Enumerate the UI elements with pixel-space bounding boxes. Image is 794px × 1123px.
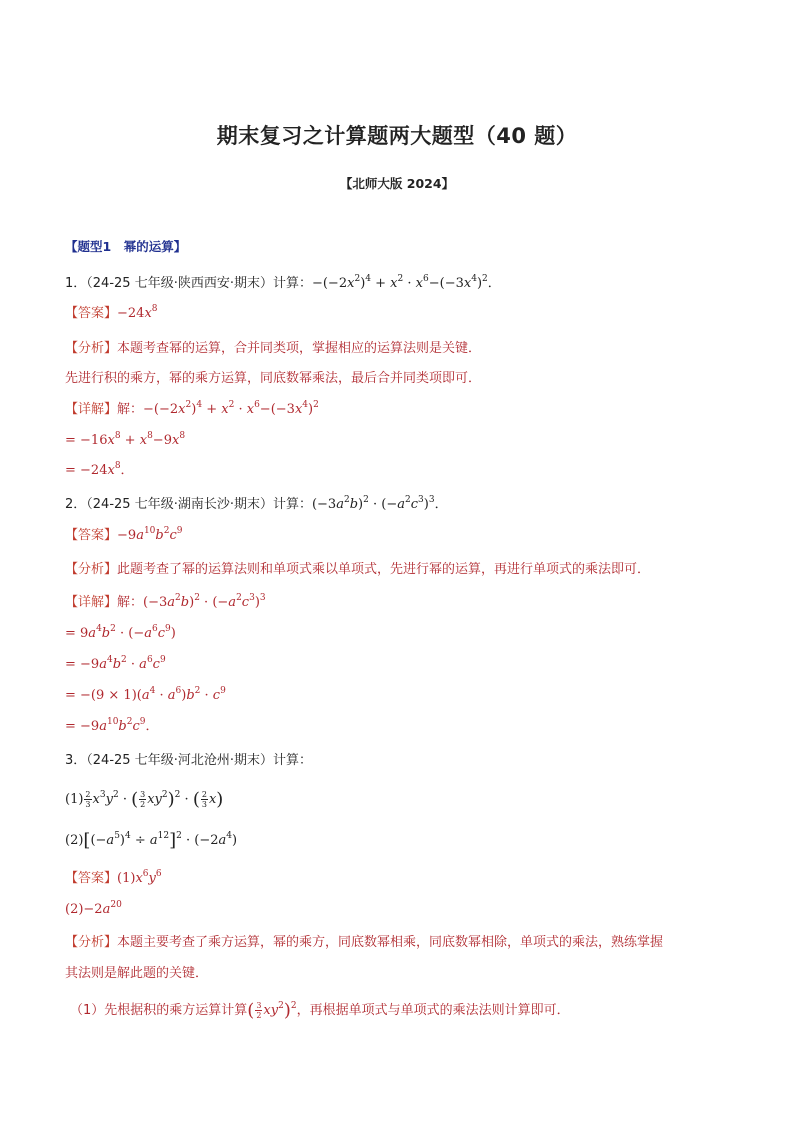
answer-3-part1: $(1)x^6y^6$	[117, 869, 162, 886]
detail-2-step1: = $9a^4b^2 \cdot (-a^6c^9)$	[65, 624, 176, 641]
answer-1	[65, 305, 158, 323]
question-1	[65, 275, 501, 293]
question-2	[65, 496, 448, 514]
note-expression: ( $\frac{3}{2}$ $xy^2)^2$	[247, 1000, 297, 1021]
page-subtitle: 【北师大版 2024】	[339, 176, 455, 191]
section-heading: 【题型1 幂的运算】	[65, 239, 187, 254]
analysis-2	[65, 561, 650, 579]
analysis-3	[65, 934, 663, 952]
analysis-3-line2	[65, 965, 208, 983]
analysis-3-text: 本题主要考查了乘方运算，幂的乘方，同底数幂相乘，同底数幂相除，单项式的乘法，熟练掌握	[117, 935, 664, 950]
analysis-1-text2: 先进行积的乘方，幂的乘方运算，同底数幂乘法，最后合并同类项即可．	[65, 371, 482, 386]
question-2-expression: $(-3a^2b)^2 \cdot (-a^2c^3)^3$．	[311, 495, 448, 512]
answer-tag: 【答案】	[65, 528, 118, 543]
part-label: (2)	[65, 833, 84, 848]
page-title: 期末复习之计算题两大题型（40 题）	[216, 124, 578, 148]
analysis-tag: 【分析】	[65, 562, 118, 577]
detail-2-step3: = $-(9 \times 1)(a^4 \cdot a^6)b^2 \cdot c^9$	[65, 686, 226, 703]
detail-2-step0: $(-3a^2b)^2 \cdot (-a^2c^3)^3$	[143, 593, 266, 610]
detail-2-step4: = $-9a^{10}b^2c^9$．	[65, 717, 159, 734]
question-source: （24-25 七年级·河北沧州·期末）计算：	[86, 753, 312, 768]
part-label: (1)	[65, 792, 84, 807]
note-suffix: ，再根据单项式与单项式的乘法法则计算即可．	[296, 1003, 570, 1018]
question-3	[65, 752, 312, 770]
question-source: （24-25 七年级·湖南长沙·期末）计算：	[86, 497, 312, 512]
answer-1-value: $-24x^8$	[117, 304, 158, 321]
answer-3-part2: $(2)-2a^{20}$	[65, 900, 122, 917]
question-source: （24-25 七年级·陕西西安·期末）计算：	[86, 276, 312, 291]
analysis-1-text: 本题考查幂的运算，合并同类项，掌握相应的运算法则是关键．	[117, 341, 482, 356]
part1-expression: $\frac{2}{3}$ $x^3y^2$ · ( $\frac{3}{2}$ $xy^2)^2$ · ( $\frac{2}{3}$ x)	[85, 789, 224, 810]
analysis-1-line2	[65, 370, 481, 388]
detail-2	[65, 594, 266, 612]
question-3-part2	[65, 832, 237, 850]
detail-1-step1: = $-16x^8 + x^8-9x^8$	[65, 431, 186, 448]
question-number: 1．	[65, 276, 87, 291]
detail-tag: 【详解】	[65, 595, 118, 610]
answer-2	[65, 527, 182, 545]
answer-3	[65, 870, 162, 888]
analysis-tag: 【分析】	[65, 935, 118, 950]
analysis-tag: 【分析】	[65, 341, 118, 356]
question-3-part1	[65, 790, 223, 809]
analysis-3-text2: 其法则是解此题的关键．	[65, 966, 209, 981]
note-prefix: （1）先根据积的乘方运算计算	[70, 1003, 248, 1018]
question-number: 2．	[65, 497, 87, 512]
detail-prefix: 解：	[117, 402, 144, 417]
answer-tag: 【答案】	[65, 306, 118, 321]
analysis-3-note	[70, 1001, 570, 1020]
analysis-1	[65, 340, 481, 358]
analysis-2-text: 此题考查了幂的运算法则和单项式乘以单项式，先进行幂的运算，再进行单项式的乘法即可．	[117, 562, 651, 577]
answer-2-value: $-9a^{10}b^2c^9$	[117, 526, 183, 543]
question-number: 3．	[65, 753, 87, 768]
detail-tag: 【详解】	[65, 402, 118, 417]
detail-prefix: 解：	[117, 595, 144, 610]
detail-1-step0: $-(-2x^2)^4 + x^2 \cdot x^6-(-3x^4)^2$	[143, 400, 319, 417]
detail-1-step2: = $-24x^8$．	[65, 461, 134, 478]
detail-2-step2: = $-9a^4b^2 \cdot a^6c^9$	[65, 655, 166, 672]
question-1-expression: $-(-2x^2)^4 + x^2 \cdot x^6-(-3x^4)^2$．	[311, 274, 501, 291]
part2-expression: $[(-a^5)^4 \div a^{12}]^2 \cdot (-2a^4)$	[83, 830, 238, 851]
answer-tag: 【答案】	[65, 871, 118, 886]
detail-1	[65, 401, 319, 419]
